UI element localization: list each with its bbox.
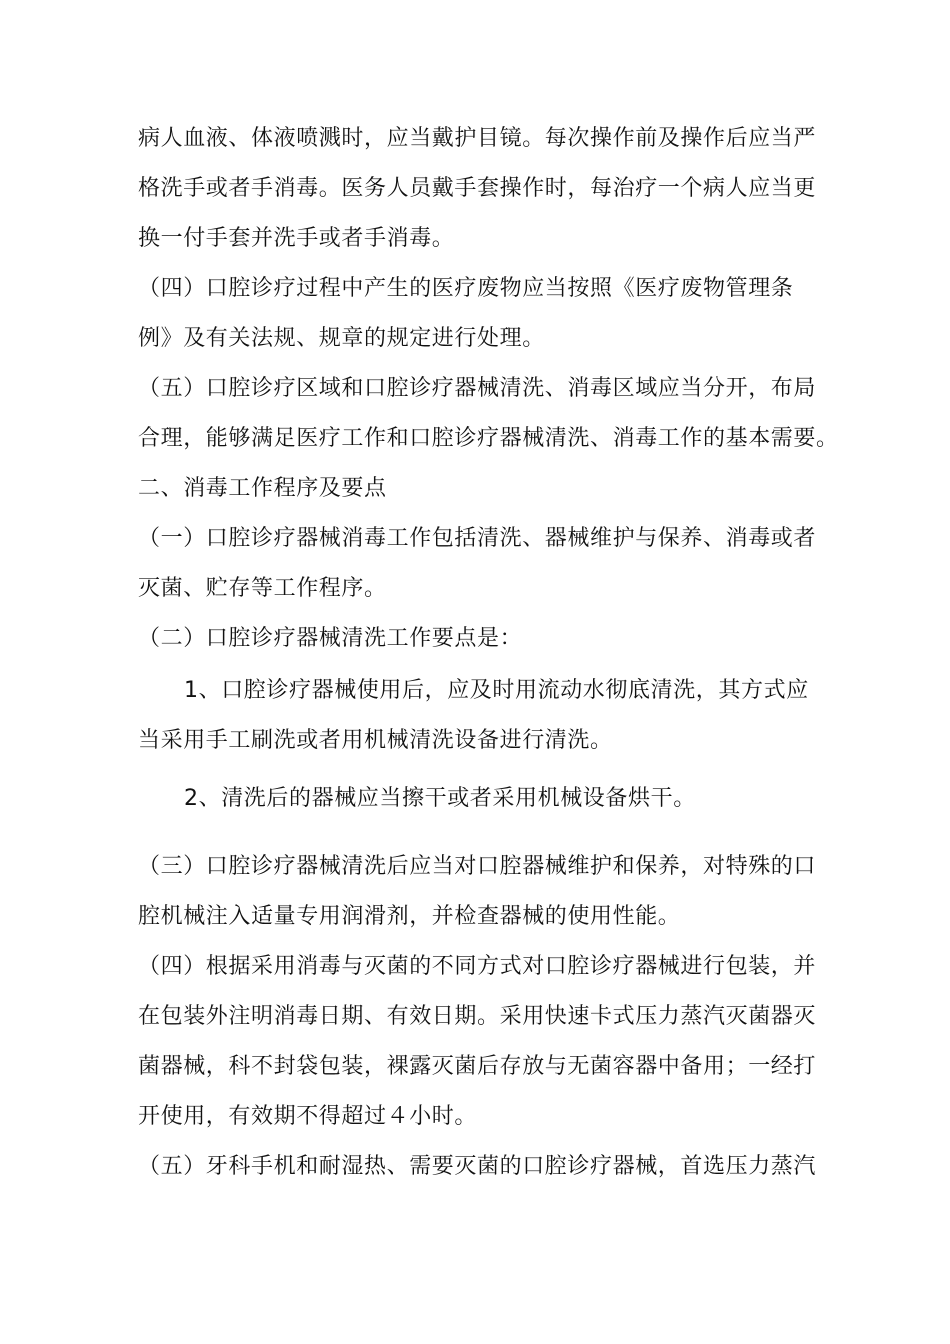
text-line: 开使用，有效期不得超过４小时。 <box>138 1104 478 1129</box>
section-heading: 二、消毒工作程序及要点 <box>138 476 387 501</box>
text-line: 格洗手或者手消毒。医务人员戴手套操作时，每治疗一个病人应当更 <box>138 176 817 201</box>
text-line: （五）牙科手机和耐湿热、需要灭菌的口腔诊疗器械，首选压力蒸汽 <box>138 1154 817 1179</box>
text-line: （四）根据采用消毒与灭菌的不同方式对口腔诊疗器械进行包装，并 <box>138 954 817 979</box>
text-line: 菌器械，科不封袋包装，裸露灭菌后存放与无菌容器中备用；一经打 <box>138 1054 817 1079</box>
text-line: （一）口腔诊疗器械消毒工作包括清洗、器械维护与保养、消毒或者 <box>138 526 817 551</box>
text-line: 当采用手工刷洗或者用机械清洗设备进行清洗。 <box>138 728 613 753</box>
text-line: （二）口腔诊疗器械清洗工作要点是： <box>138 626 523 651</box>
text-line: 例》及有关法规、规章的规定进行处理。 <box>138 326 545 351</box>
text-line: （三）口腔诊疗器械清洗后应当对口腔器械维护和保养，对特殊的口 <box>138 854 817 879</box>
text-line: （五）口腔诊疗区域和口腔诊疗器械清洗、消毒区域应当分开，布局 <box>138 376 817 401</box>
text-line: 在包装外注明消毒日期、有效日期。采用快速卡式压力蒸汽灭菌器灭 <box>138 1004 817 1029</box>
text-line: （四）口腔诊疗过程中产生的医疗废物应当按照《医疗废物管理条 <box>138 276 794 301</box>
list-item: 1、口腔诊疗器械使用后，应及时用流动水彻底清洗，其方式应 <box>184 678 809 703</box>
text-line: 合理，能够满足医疗工作和口腔诊疗器械清洗、消毒工作的基本需要。 <box>138 426 839 451</box>
text-line: 腔机械注入适量专用润滑剂，并检查器械的使用性能。 <box>138 904 681 929</box>
text-line: 病人血液、体液喷溅时，应当戴护目镜。每次操作前及操作后应当严 <box>138 126 817 151</box>
text-line: 灭菌、贮存等工作程序。 <box>138 576 387 601</box>
list-item: 2、清洗后的器械应当擦干或者采用机械设备烘干。 <box>184 786 696 811</box>
text-line: 换一付手套并洗手或者手消毒。 <box>138 226 455 251</box>
